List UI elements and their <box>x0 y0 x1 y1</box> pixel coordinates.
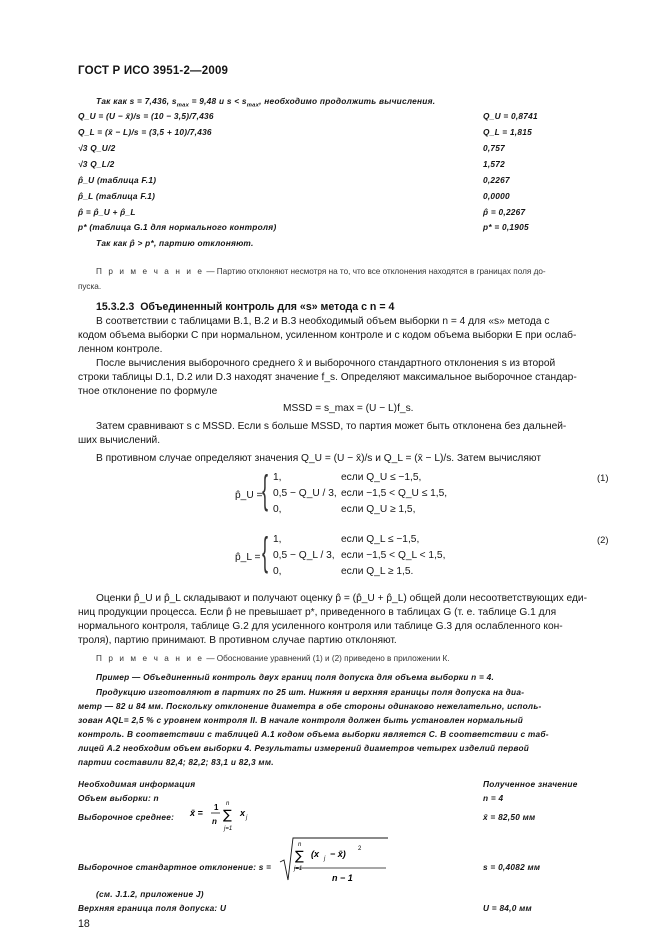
svg-text:(x: (x <box>311 849 320 859</box>
info-row-mean: Выборочное среднее: <box>78 812 175 822</box>
mean-formula <box>188 799 268 833</box>
paragraph-2-line-2: строки таблицы D.1, D.2 или D.3 находят значение f_s. Определяют максимальное выборочное стандар- <box>78 372 577 383</box>
calc-value-sqrt-ql: 1,572 <box>483 159 506 169</box>
info-header-left: Необходимая информация <box>78 779 196 789</box>
svg-text:− x̄): − x̄) <box>330 849 346 859</box>
svg-text:1: 1 <box>214 803 219 812</box>
calc-row-qu: Q_U = (U − x̄)/s = (10 − 3,5)/7,436 <box>78 111 214 121</box>
page-number: 18 <box>78 918 90 930</box>
svg-text:x̄ =: x̄ = <box>190 808 203 818</box>
mssd-formula: MSSD = s_max = (U − L)f_s. <box>283 403 414 414</box>
svg-text:j: j <box>324 856 326 862</box>
svg-text:x: x <box>240 808 246 818</box>
svg-text:n: n <box>212 817 217 826</box>
eq1-number: (1) <box>597 472 609 483</box>
calc-row-ql: Q_L = (x̄ − L)/s = (3,5 + 10)/7,436 <box>78 127 212 137</box>
calc-value-qu: Q_U = 0,8741 <box>483 111 538 121</box>
example-line-4: контроль. В соответствии с таблицей A.1 кодом объема выборки является C. В соответствии с таб- <box>78 729 549 739</box>
document-header: ГОСТ Р ИСО 3951-2—2009 <box>78 65 229 77</box>
paragraph-5-line-2: ниц продукции процесса. Если p̂ не превышает p*, приведенного в таблицах G (т. е. таблице G.1 для <box>78 607 557 618</box>
paragraph-1-line-1: В соответствии с таблицами В.1, В.2 и В.3 необходимый объем выборки n = 4 для «s» метода с <box>96 316 550 327</box>
eq1-case-3-cond: если Q_U ≥ 1,5, <box>341 504 416 515</box>
eq1-brace: { <box>262 468 269 512</box>
paragraph-1-line-2: кодом объема выборки C при нормальном, усиленном контроле и с кодом объема выборки E при ослаб- <box>78 330 577 341</box>
calc-conclusion: Так как p̂ > p*, партию отклоняют. <box>96 238 254 248</box>
eq2-case-3-value: 0, <box>273 566 282 577</box>
eq1-case-2-cond: если −1,5 < Q_U ≤ 1,5, <box>341 488 448 499</box>
calc-value-sqrt-qu: 0,757 <box>483 143 506 153</box>
info-value-mean: x̄ = 82,50 мм <box>483 812 536 822</box>
paragraph-3-line-1: Затем сравнивают s с MSSD. Если s больше MSSD, то партия может быть отклонена без дальней- <box>96 421 567 432</box>
svg-text:∑: ∑ <box>295 849 304 864</box>
info-header-right: Полученное значение <box>483 779 578 789</box>
svg-text:j=1: j=1 <box>224 826 233 832</box>
eq1-lhs: p̂_U = <box>235 490 263 501</box>
svg-text:2: 2 <box>358 846 362 852</box>
info-row-upper-limit: Верхняя граница поля допуска: U <box>78 903 227 913</box>
eq1-case-1-value: 1, <box>273 472 282 483</box>
calc-value-pl: 0,0000 <box>483 191 510 201</box>
info-value-n: n = 4 <box>483 793 504 803</box>
calc-row-sqrt-ql: √3 Q_L/2 <box>78 159 115 169</box>
eq2-brace: { <box>262 530 269 574</box>
paragraph-5-line-3: нормального контроля, таблице G.2 для усиленного контроля или таблице G.3 для ослабленного кон- <box>78 621 563 632</box>
calc-value-ql: Q_L = 1,815 <box>483 127 532 137</box>
note-1: П р и м е ч а н и е — Партию отклоняют несмотря на то, что все отклонения находятся в границах поля до- <box>96 267 546 276</box>
svg-text:n: n <box>298 842 302 848</box>
eq2-number: (2) <box>597 534 609 545</box>
calc-row-sqrt-qu: √3 Q_U/2 <box>78 143 116 153</box>
eq2-case-2-cond: если −1,5 < Q_L < 1,5, <box>341 550 446 561</box>
example-line-3: зован AQL= 2,5 % с уровнем контроля II. В начале контроля должен быть установлен нормальный <box>78 715 524 725</box>
std-formula <box>278 836 390 886</box>
calc-row-pu: p̂_U (таблица F.1) <box>78 175 157 185</box>
svg-text:n − 1: n − 1 <box>332 873 353 883</box>
note-1-continuation: пуска. <box>78 282 102 291</box>
eq1-case-1-cond: если Q_U ≤ −1,5, <box>341 472 422 483</box>
paragraph-5-line-1: Оценки p̂_U и p̂_L складывают и получают оценку p̂ = (p̂_U + p̂_L) общей доли несоответствующих еди- <box>96 593 587 604</box>
svg-text:j=1: j=1 <box>294 866 303 872</box>
paragraph-4: В противном случае определяют значения Q_U = (U − x̄)/s и Q_L = (x̄ − L)/s. Затем вычисляют <box>96 453 541 464</box>
eq2-case-2-value: 0,5 − Q_L / 3, <box>273 550 335 561</box>
paragraph-3-line-2: ших вычислений. <box>78 435 161 446</box>
eq2-case-1-cond: если Q_L ≤ −1,5, <box>341 534 420 545</box>
calc-value-pu: 0,2267 <box>483 175 510 185</box>
example-title: Пример — Объединенный контроль двух границ поля допуска для объема выборки n = 4. <box>96 672 495 682</box>
section-heading: 15.3.2.3 Объединенный контроль для «s» метода с n = 4 <box>96 301 395 313</box>
calc-value-p: p̂ = 0,2267 <box>483 207 526 217</box>
example-line-1: Продукцию изготовляют в партиях по 25 шт. Нижняя и верхняя границы поля допуска на диа- <box>96 687 525 697</box>
svg-text:∑: ∑ <box>223 808 232 823</box>
calc-row-pstar: p* (таблица G.1 для нормального контроля) <box>78 222 277 232</box>
eq2-case-1-value: 1, <box>273 534 282 545</box>
paragraph-1-line-3: ленном контроле. <box>78 344 163 355</box>
info-row-std: Выборочное стандартное отклонение: s = <box>78 862 272 872</box>
info-row-ref: (см. J.1.2, приложение J) <box>96 889 204 899</box>
svg-text:n: n <box>226 801 230 807</box>
info-value-upper-limit: U = 84,0 мм <box>483 903 532 913</box>
calc-intro: Так как s = 7,436, $s_{max} = 9,48$ и $s < s_{max}$, необходимо продолжить вычисления. <box>96 96 436 109</box>
paragraph-2-line-3: тное отклонение по формуле <box>78 386 218 397</box>
info-row-n: Объем выборки: n <box>78 793 159 803</box>
info-value-std: s = 0,4082 мм <box>483 862 541 872</box>
eq2-lhs: p̂_L = <box>235 552 261 563</box>
calc-value-pstar: p* = 0,1905 <box>483 222 529 232</box>
calc-row-pl: p̂_L (таблица F.1) <box>78 191 156 201</box>
note-2: П р и м е ч а н и е — Обоснование уравнений (1) и (2) приведено в приложении К. <box>96 654 450 663</box>
eq1-case-2-value: 0,5 − Q_U / 3, <box>273 488 337 499</box>
paragraph-2-line-1: После вычисления выборочного среднего x̄ и выборочного стандартного отклонения s из второй <box>96 358 556 369</box>
example-line-6: партии составили 82,4; 82,2; 83,1 и 82,3 мм. <box>78 757 274 767</box>
example-line-5: лицей A.2 необходим объем выборки 4. Результаты измерений диаметров четырех изделий первой <box>78 743 530 753</box>
eq2-case-3-cond: если Q_L ≥ 1,5. <box>341 566 414 577</box>
eq1-case-3-value: 0, <box>273 504 282 515</box>
calc-row-p: p̂ = p̂_U + p̂_L <box>78 207 136 217</box>
example-line-2: метр — 82 и 84 мм. Поскольку отклонение диаметра в обе стороны одинаково нежелательно, исполь- <box>78 701 542 711</box>
svg-text:j: j <box>246 815 248 821</box>
paragraph-5-line-4: троля), партию принимают. В противном случае партию отклоняют. <box>78 635 397 646</box>
